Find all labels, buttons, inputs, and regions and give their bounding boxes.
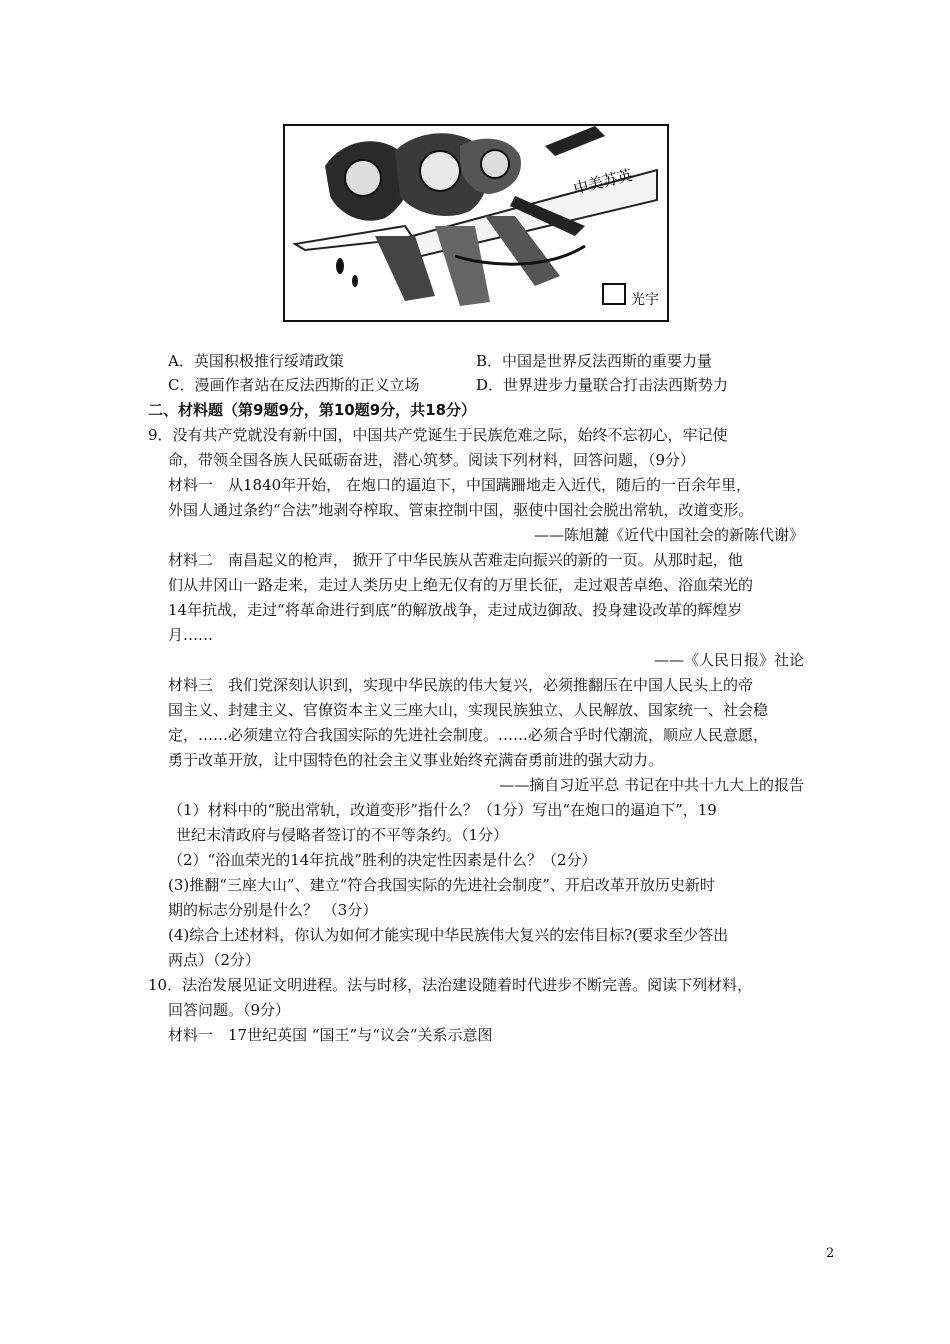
seal-icon [603,284,625,304]
q9-sub1-line2: 世纪末清政府与侵略者签订的不平等条约。（1分） [176,826,509,844]
q10-intro-line2: 回答问题。（9分） [168,1001,291,1019]
q9-material2-line2: 们从井冈山一路走来，走过人类历史上绝无仅有的万里长征，走过艰苦卓绝、浴血荣光的 [168,576,754,594]
q10-intro-line1: 10．法治发展见证文明进程。法与时移，法治建设随着时代进步不断完善。阅读下列材料， [148,976,753,994]
q10-material1: 材料一 17世纪英国 “国王”与“议会”关系示意图 [168,1026,493,1044]
q9-intro-line2: 命，带领全国各族人民砥砺奋进，潜心筑梦。阅读下列材料，回答问题，（9分） [168,451,696,469]
q9-material3-line3: 定，……必须建立符合我国实际的先进社会制度。……必须合乎时代潮流，顺应人民意愿， [168,726,769,744]
q9-material1-source: ——陈旭麓《近代中国社会的新陈代谢》 [533,526,804,544]
q9-sub1-line1: （1）材料中的“脱出常轨，改道变形”指什么？（1分）写出“在炮口的逼迫下”，19 [168,801,717,819]
q9-sub3-line1: (3)推翻“三座大山”、建立“符合我国实际的先进社会制度”、开启改革开放历史新时 [168,876,715,894]
page-number: 2 [826,1246,835,1261]
banner-text: 中美苏英 [571,165,635,198]
q9-material3-source: ——摘自习近平总 书记在中共十九大上的报告 [499,776,804,794]
option-a: A．英国积极推行绥靖政策 [168,352,344,370]
cartoon-image [283,124,669,322]
q9-sub2: （2）“浴血荣光的14年抗战”胜利的决定性因素是什么？（2分） [168,851,597,869]
cartoon-drawing [285,126,667,320]
q9-material2-line3: 14年抗战，走过“将革命进行到底”的解放战争，走过成边御敌、投身建设改革的辉煌岁 [168,601,743,619]
q9-intro-line1: 9．没有共产党就没有新中国，中国共产党诞生于民族危难之际，始终不忘初心，牢记使 [148,426,728,444]
q9-sub3-line2: 期的标志分别是什么？ （3分） [168,901,378,919]
q9-material2-source: ——《人民日报》社论 [653,651,804,669]
section-heading: 二、材料题（第9题9分，第10题9分，共18分） [148,401,477,419]
q9-sub4-line1: (4)综合上述材料，你认为如何才能实现中华民族伟大复兴的宏伟目标?(要求至少答出 [168,926,729,944]
q9-material2-line1: 材料二 南昌起义的枪声， 掀开了中华民族从苦难走向振兴的新的一页。从那时起，他 [168,551,743,569]
q9-material3-line1: 材料三 我们党深刻认识到，实现中华民族的伟大复兴，必须推翻压在中国人民头上的帝 [168,676,754,694]
q9-material3-line2: 国主义、封建主义、官僚资本主义三座大山，实现民族独立、人民解放、国家统一、社会稳 [168,701,769,719]
q9-material2-line4: 月…… [168,626,214,644]
option-d: D．世界进步力量联合打击法西斯势力 [476,376,729,394]
q9-sub4-line2: 两点）（2分） [168,951,261,969]
q9-material1-line1: 材料一 从1840年开始， 在炮口的逼迫下，中国蹒跚地走入近代，随后的一百余年里， [168,476,751,494]
q9-material3-line4: 勇于改革开放，让中国特色的社会主义事业始终充满奋勇前进的强大动力。 [168,751,664,769]
artist-signature: 光宇 [631,292,659,308]
option-b: B．中国是世界反法西斯的重要力量 [476,352,713,370]
q9-material1-line2: 外国人通过条约“合法”地剥夺榨取、管束控制中国，驱使中国社会脱出常轨，改道变形。 [168,501,754,519]
option-c: C．漫画作者站在反法西斯的正义立场 [168,376,420,394]
